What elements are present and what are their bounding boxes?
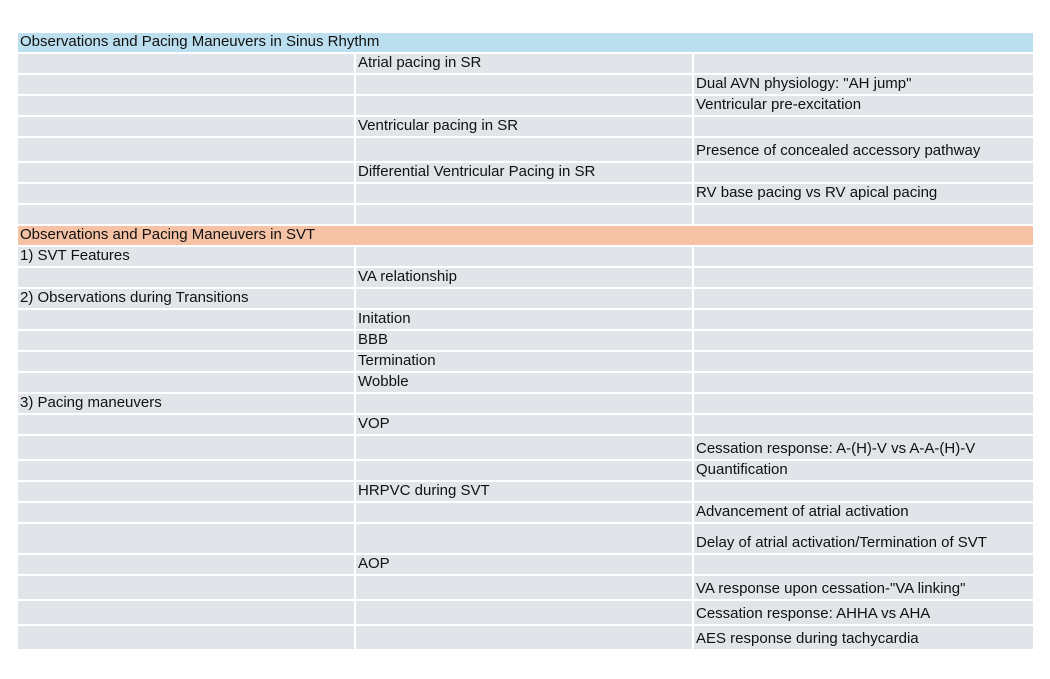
table-row [18,626,1033,651]
table-row [18,75,1033,96]
table-row [18,555,1033,576]
table-row [18,205,1033,226]
category-cell [18,482,356,501]
observation-cell [694,373,1033,392]
table-row [18,184,1033,205]
observation-cell: Cessation response: AHHA vs AHA [694,601,1033,624]
category-cell: 3) Pacing maneuvers [18,394,356,413]
section-header-svt [18,226,1033,247]
category-cell [18,205,356,224]
maneuver-cell [356,138,694,161]
maneuver-cell [356,503,694,522]
observation-cell [694,310,1033,329]
category-cell [18,96,356,115]
category-cell [18,54,356,73]
observation-cell [694,289,1033,308]
maneuvers-table [18,33,1033,651]
observation-cell [694,205,1033,224]
observation-cell: Presence of concealed accessory pathway [694,138,1033,161]
category-cell [18,503,356,522]
table-row [18,268,1033,289]
category-cell [18,75,356,94]
observation-cell [694,163,1033,182]
category-cell [18,436,356,459]
category-cell: 2) Observations during Transitions [18,289,356,308]
table-row [18,482,1033,503]
observation-cell: Dual AVN physiology: "AH jump" [694,75,1033,94]
observation-cell [694,331,1033,350]
observation-cell [694,352,1033,371]
table-row [18,415,1033,436]
category-cell [18,163,356,182]
section-title-sinus-rhythm: Observations and Pacing Maneuvers in Sinus Rhythm [18,33,1033,52]
category-cell [18,117,356,136]
maneuver-cell: AOP [356,555,694,574]
category-cell [18,555,356,574]
table-row [18,117,1033,138]
table-row [18,461,1033,482]
observation-cell [694,555,1033,574]
table-row [18,373,1033,394]
maneuver-cell: Ventricular pacing in SR [356,117,694,136]
observation-cell [694,482,1033,501]
maneuver-cell [356,436,694,459]
category-cell [18,373,356,392]
observation-cell: Advancement of atrial activation [694,503,1033,522]
category-cell [18,524,356,553]
observation-cell: Delay of atrial activation/Termination of SVT [694,524,1033,553]
section-header-sinus-rhythm [18,33,1033,54]
maneuver-cell [356,205,694,224]
maneuver-cell: VOP [356,415,694,434]
maneuver-cell [356,461,694,480]
observation-cell [694,117,1033,136]
table-row [18,310,1033,331]
maneuver-cell [356,394,694,413]
maneuver-cell: Initation [356,310,694,329]
maneuver-cell [356,601,694,624]
category-cell [18,601,356,624]
observation-cell: Cessation response: A-(H)-V vs A-A-(H)-V [694,436,1033,459]
category-cell [18,138,356,161]
category-cell [18,461,356,480]
category-cell [18,331,356,350]
category-cell [18,626,356,649]
category-cell [18,576,356,599]
table-row [18,352,1033,373]
maneuver-cell: Atrial pacing in SR [356,54,694,73]
table-row [18,247,1033,268]
maneuver-cell: Differential Ventricular Pacing in SR [356,163,694,182]
maneuver-cell [356,576,694,599]
table-row [18,601,1033,626]
maneuver-cell [356,96,694,115]
table-row [18,54,1033,75]
maneuver-cell [356,626,694,649]
table-row [18,331,1033,352]
table-row [18,576,1033,601]
maneuver-cell: Termination [356,352,694,371]
sinus-rhythm-rows [18,54,1033,226]
table-row [18,436,1033,461]
category-cell [18,310,356,329]
svt-rows [18,247,1033,651]
observation-cell [694,247,1033,266]
maneuver-cell [356,184,694,203]
observation-cell: Quantification [694,461,1033,480]
table-row [18,503,1033,524]
category-cell [18,415,356,434]
maneuver-cell [356,524,694,553]
category-cell: 1) SVT Features [18,247,356,266]
table-row [18,96,1033,117]
observation-cell [694,415,1033,434]
maneuver-cell: VA relationship [356,268,694,287]
maneuver-cell: Wobble [356,373,694,392]
observation-cell [694,394,1033,413]
observation-cell: AES response during tachycardia [694,626,1033,649]
table-row [18,163,1033,184]
maneuver-cell [356,75,694,94]
table-row [18,289,1033,310]
maneuver-cell [356,289,694,308]
observation-cell: RV base pacing vs RV apical pacing [694,184,1033,203]
category-cell [18,352,356,371]
table-row [18,394,1033,415]
observation-cell [694,54,1033,73]
category-cell [18,184,356,203]
observation-cell [694,268,1033,287]
maneuver-cell: BBB [356,331,694,350]
maneuver-cell: HRPVC during SVT [356,482,694,501]
table-row [18,524,1033,555]
observation-cell: Ventricular pre-excitation [694,96,1033,115]
table-row [18,138,1033,163]
maneuver-cell [356,247,694,266]
section-title-svt: Observations and Pacing Maneuvers in SVT [18,226,1033,245]
observation-cell: VA response upon cessation-"VA linking" [694,576,1033,599]
category-cell [18,268,356,287]
